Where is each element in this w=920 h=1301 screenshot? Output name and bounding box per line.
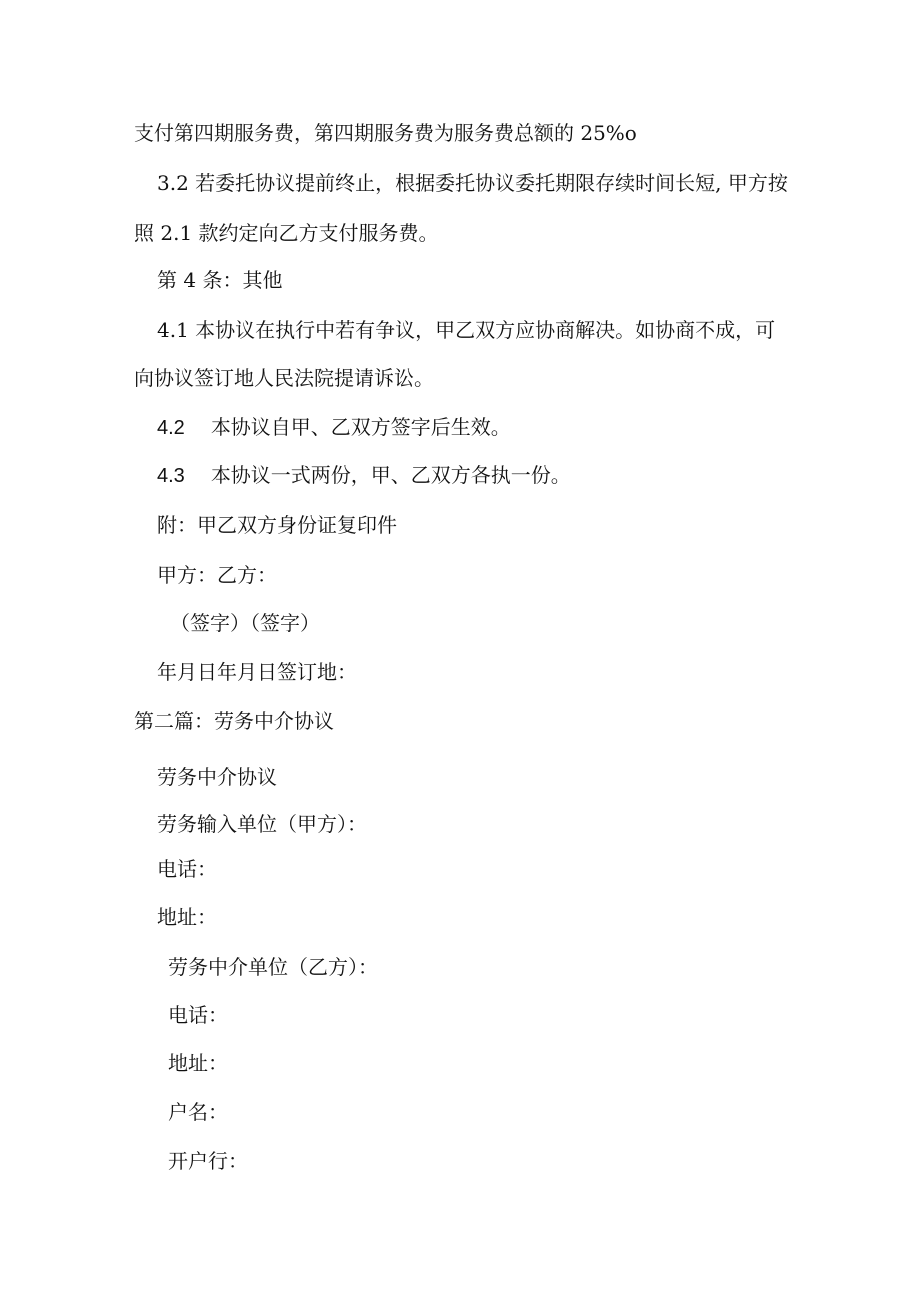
bank-line: 开户行：	[168, 1149, 248, 1173]
party-a-unit-line: 劳务输入单位（甲方）：	[157, 812, 367, 836]
clause-4-1-line-2: 向协议签订地人民法院提请诉讼。	[134, 366, 434, 390]
date-and-place-line: 年月日年月日签订地：	[157, 660, 357, 684]
section-heading: 第二篇：劳务中介协议	[134, 709, 334, 733]
party-signature-labels: 甲方：乙方：	[157, 563, 277, 587]
clause-number: 4.3	[157, 465, 185, 487]
party-b-address-line: 地址：	[168, 1051, 228, 1075]
clause-number: 4.2	[157, 417, 185, 439]
clause-4-1-line-1: 4.1 本协议在执行中若有争议，甲乙双方应协商解决。如协商不成，可	[157, 318, 776, 342]
party-a-phone-line: 电话：	[157, 857, 217, 881]
party-a-address-line: 地址：	[157, 905, 217, 929]
clause-3-2-line-2: 照 2.1 款约定向乙方支付服务费。	[134, 221, 439, 245]
party-b-phone-line: 电话：	[168, 1003, 228, 1027]
agreement-title: 劳务中介协议	[157, 765, 277, 789]
attachment-line: 附：甲乙双方身份证复印件	[157, 513, 397, 537]
clause-text: 本协议自甲、乙双方签字后生效。	[210, 415, 511, 439]
clause-4-3	[157, 463, 571, 488]
clause-4-2	[157, 415, 511, 440]
party-b-unit-line: 劳务中介单位（乙方）：	[168, 955, 378, 979]
clause-text: 本协议一式两份，甲、乙双方各执一份。	[210, 463, 571, 487]
article-4-heading: 第 4 条：其他	[157, 268, 283, 292]
paragraph-line: 支付第四期服务费，第四期服务费为服务费总额的 25%o	[134, 121, 637, 145]
signature-placeholders: （签字）（签字）	[170, 611, 320, 635]
account-name-line: 户名：	[168, 1100, 228, 1124]
clause-3-2-line-1: 3.2 若委托协议提前终止，根据委托协议委托期限存续时间长短, 甲方按	[157, 171, 788, 195]
